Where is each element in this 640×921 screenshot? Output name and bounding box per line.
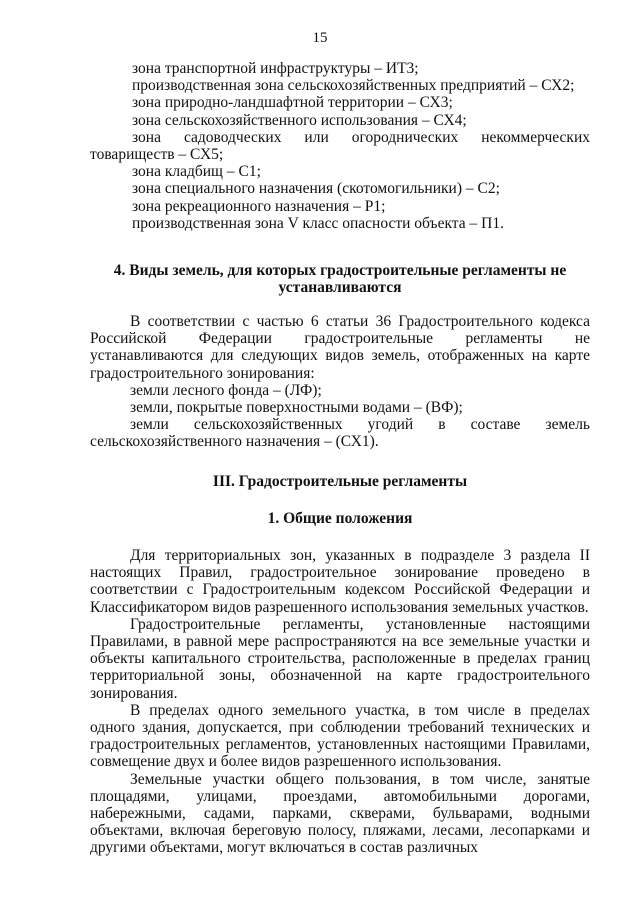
section-lands-text [90,313,590,451]
zone-item: зона специального назначения (скотомогильники) – С2; [132,180,500,198]
zone-list [90,60,590,232]
land-type-item: земли сельскохозяйственных угодий в составе земель сельскохозяйственного назначения – (СХ1). [90,416,590,451]
zone-item: зона сельскохозяйственного использования – СХ4; [132,111,467,129]
general-provisions-text [90,547,590,857]
section-intro-paragraph: В соответствии с частью 6 статьи 36 Градостроительного кодекса Российской Федерации градостроительные регламенты не устанавливаются для следующих видов земель, отображенных на карте градостроительного зонирования: [90,313,590,382]
subsection-heading: 1. Общие положения [267,510,413,527]
body-paragraph: Для территориальных зон, указанных в подразделе 3 раздела II настоящих Правил, градостроительное зонирование проведено в соответствии с Градостроительным кодексом Российской Федерации и Классификатором видов разрешенного использования земельных участков. [90,547,590,616]
body-paragraph: Градостроительные регламенты, установленные настоящими Правилами, в равной мере распространяются на все земельные участки и объекты капитального строительства, расположенные в пределах границ территориальной зоны, обозначенной на карте градостроительного зонирования. [90,615,590,702]
part-heading: III. Градостроительные регламенты [212,473,468,490]
zone-item: зона садоводческих или огороднических некоммерческих товариществ – СХ5; [90,128,590,164]
zone-item: зона природно-ландшафтной территории – СХ3; [132,94,453,112]
page-number: 15 [312,30,328,46]
zone-item: производственная зона сельскохозяйственных предприятий – СХ2; [132,77,575,95]
zone-item: производственная зона V класс опасности объекта – П1. [132,214,504,232]
body-paragraph: В пределах одного земельного участка, в том числе в пределах одного здания, допускается, при соблюдении требований технических и градостроительных регламентов, установленных настоящими Правилами, совмещение двух и более видов разрешенного использования. [90,701,590,771]
land-type-item: земли лесного фонда – (ЛФ); [130,381,322,399]
zone-item: зона кладбищ – С1; [132,163,261,181]
body-paragraph: Земельные участки общего пользования, в том числе, занятые площадями, улицами, проездами, автомобильными дорогами, набережными, садами, парками, скверами, бульварами, водными объектами, включая береговую полосу, пляжами, лесами, лесопарками и другими объектами, могут включаться в состав различных [90,770,590,857]
section-heading: 4. Виды земель, для которых градостроительные регламенты не устанавливаются [113,262,567,297]
zone-item: зона рекреационного назначения – Р1; [132,197,386,215]
land-type-item: земли, покрытые поверхностными водами – (ВФ); [130,399,463,417]
zone-item: зона транспортной инфраструктуры – ИТ3; [132,60,419,77]
